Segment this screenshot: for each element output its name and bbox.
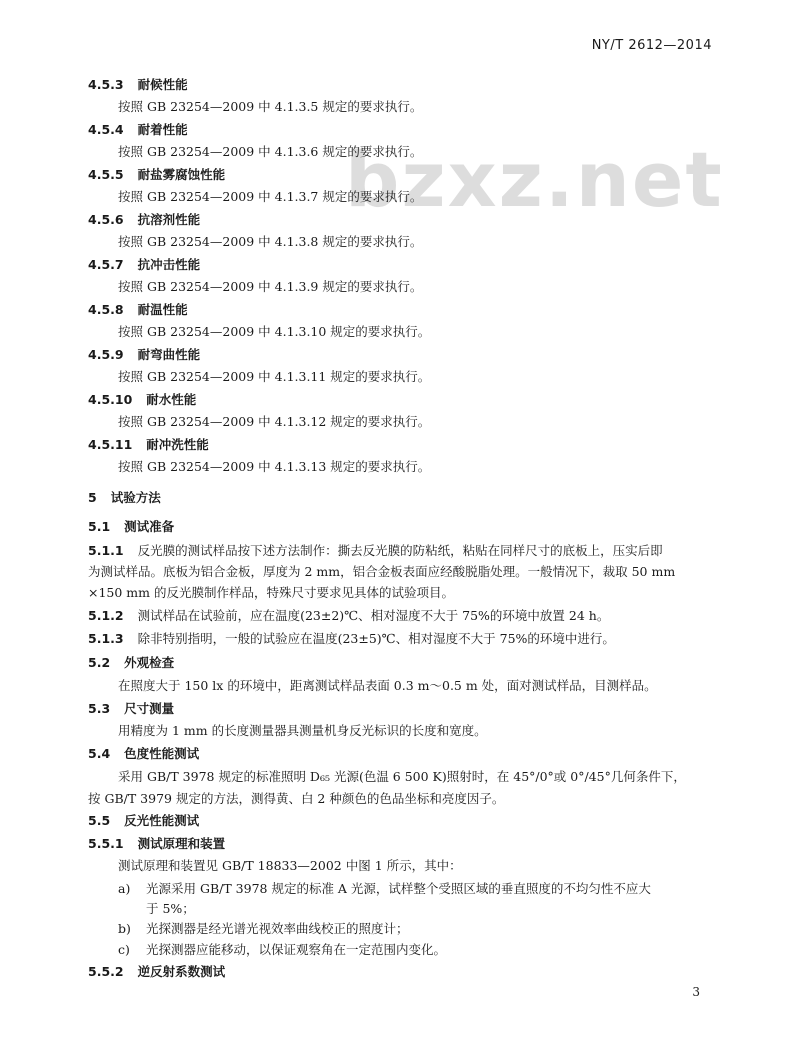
standard-code: NY/T 2612—2014	[591, 38, 712, 53]
clause-body: 采用 GB/T 3978 规定的标准照明 D₆₅ 光源(色温 6 500 K)照射时，在 45°/0°或 0°/45°几何条件下，	[118, 769, 686, 784]
clause-heading: 5.3 尺寸测量	[88, 701, 175, 716]
clause-body: 在照度大于 150 lx 的环境中，距离测试样品表面 0.3 m～0.5 m 处，面对测试样品，目测样品。	[118, 678, 657, 693]
clause-text: ×150 mm 的反光膜制作样品，特殊尺寸要求见具体的试验项目。	[88, 585, 454, 600]
clause-body: 测试原理和装置见 GB/T 18833—2002 中图 1 所示，其中：	[118, 858, 462, 873]
list-item-continuation: 于 5%；	[146, 901, 195, 916]
clause-body: 按照 GB 23254—2009 中 4.1.3.13 规定的要求执行。	[118, 459, 431, 474]
clause-body: 按照 GB 23254—2009 中 4.1.3.11 规定的要求执行。	[118, 369, 431, 384]
clause-heading: 4.5.9 耐弯曲性能	[88, 347, 201, 362]
watermark: bzxz.net	[345, 135, 724, 224]
clause-heading: 4.5.6 抗溶剂性能	[88, 212, 201, 227]
list-item: a) 光源采用 GB/T 3978 规定的标准 A 光源，试样整个受照区域的垂直照度的不均匀性不应大	[118, 881, 651, 896]
clause-heading: 4.5.4 耐着性能	[88, 122, 188, 137]
page-number: 3	[692, 985, 700, 999]
clause-heading: 5.2 外观检查	[88, 655, 175, 670]
clause-heading: 4.5.7 抗冲击性能	[88, 257, 201, 272]
clause-text: 5.1.2 测试样品在试验前，应在温度(23±2)℃、相对湿度不大于 75%的环境中放置 24 h。	[88, 608, 610, 623]
clause-heading: 4.5.10 耐水性能	[88, 392, 197, 407]
clause-heading: 5.1 测试准备	[88, 519, 175, 534]
clause-heading: 5.5 反光性能测试	[88, 813, 200, 828]
clause-body: 按照 GB 23254—2009 中 4.1.3.6 规定的要求执行。	[118, 144, 423, 159]
section-heading: 5 试验方法	[88, 490, 161, 505]
clause-heading: 4.5.3 耐候性能	[88, 77, 188, 92]
clause-heading: 5.5.2 逆反射系数测试	[88, 964, 226, 979]
clause-body: 按 GB/T 3979 规定的方法，测得黄、白 2 种颜色的色品坐标和亮度因子。	[88, 791, 505, 806]
clause-text: 5.1.3 除非特别指明，一般的试验应在温度(23±5)℃、相对湿度不大于 75%的环境中进行。	[88, 631, 615, 646]
clause-heading: 4.5.8 耐温性能	[88, 302, 188, 317]
list-item: b) 光探测器是经光谱光视效率曲线校正的照度计；	[118, 921, 409, 936]
clause-heading: 4.5.5 耐盐雾腐蚀性能	[88, 167, 226, 182]
clause-body: 按照 GB 23254—2009 中 4.1.3.10 规定的要求执行。	[118, 324, 431, 339]
clause-body: 按照 GB 23254—2009 中 4.1.3.9 规定的要求执行。	[118, 279, 423, 294]
clause-text: 为测试样品。底板为铝合金板，厚度为 2 mm，铝合金板表面应经酸脱脂处理。一般情况下，裁取 50 mm	[88, 564, 676, 579]
clause-heading: 5.5.1 测试原理和装置	[88, 836, 226, 851]
clause-heading: 5.4 色度性能测试	[88, 746, 200, 761]
list-item: c) 光探测器应能移动，以保证观察角在一定范围内变化。	[118, 942, 447, 957]
clause-body: 按照 GB 23254—2009 中 4.1.3.8 规定的要求执行。	[118, 234, 423, 249]
clause-body: 按照 GB 23254—2009 中 4.1.3.5 规定的要求执行。	[118, 99, 423, 114]
clause-heading: 4.5.11 耐冲洗性能	[88, 437, 209, 452]
clause-text: 5.1.1 反光膜的测试样品按下述方法制作：撕去反光膜的防粘纸，粘贴在同样尺寸的底板上，压实后即	[88, 543, 663, 558]
clause-body: 按照 GB 23254—2009 中 4.1.3.7 规定的要求执行。	[118, 189, 423, 204]
clause-body: 按照 GB 23254—2009 中 4.1.3.12 规定的要求执行。	[118, 414, 431, 429]
clause-body: 用精度为 1 mm 的长度测量器具测量机身反光标识的长度和宽度。	[118, 723, 487, 738]
